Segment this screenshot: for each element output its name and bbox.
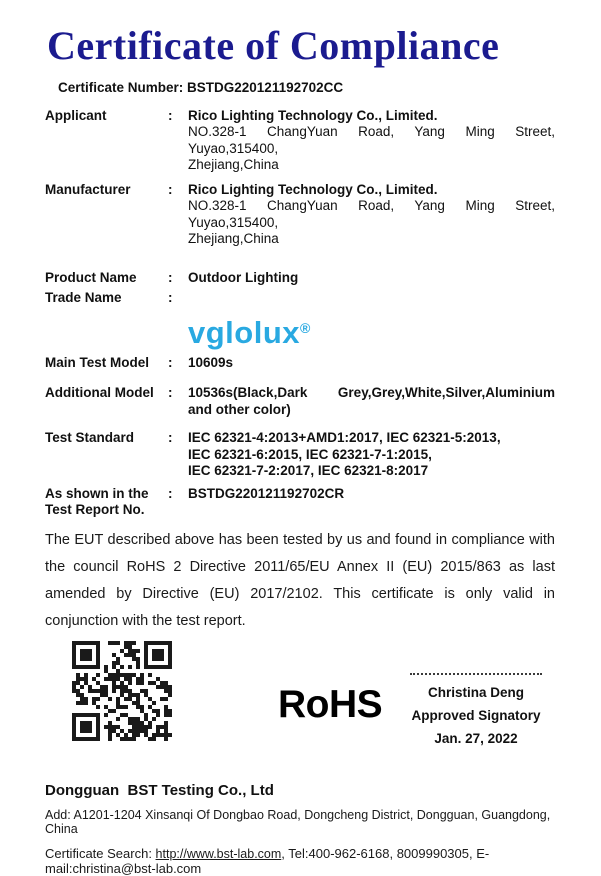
additional-model-line2: and other color) xyxy=(188,401,291,417)
field-row-product-name xyxy=(45,270,555,287)
main-test-model-label: Main Test Model xyxy=(45,354,150,370)
colon-separator: : xyxy=(168,485,173,501)
additional-model-line1: 10536s(Black,Dark Grey,Grey,White,Silver,Aluminium xyxy=(188,385,555,401)
field-row-test-report xyxy=(45,486,555,519)
product-name-value: Outdoor Lighting xyxy=(188,269,299,285)
vglolux-logo-text: vglolux xyxy=(188,314,301,350)
test-standard-line2: IEC 62321-6:2015, IEC 62321-7-1:2015, xyxy=(188,446,432,462)
manufacturer-value xyxy=(188,182,555,248)
manufacturer-address-line1: NO.328-1 ChangYuan Road, Yang Ming Street, Yuyao,315400, xyxy=(188,198,555,230)
field-row-manufacturer xyxy=(45,182,555,248)
field-row-applicant xyxy=(45,108,555,174)
field-row-test-standard xyxy=(45,430,555,480)
test-standard-value xyxy=(188,430,555,480)
certificate-search-line xyxy=(45,846,555,876)
colon-separator: : xyxy=(168,269,173,285)
product-name-label: Product Name xyxy=(45,269,137,285)
footer xyxy=(45,782,555,876)
additional-model-label: Additional Model xyxy=(45,385,154,401)
field-row-trade-name xyxy=(45,290,555,307)
additional-model-value xyxy=(188,385,555,418)
signature-block xyxy=(397,641,555,750)
certificate-search-link[interactable]: http://www.bst-lab.com xyxy=(155,846,282,861)
registered-trademark-icon: ® xyxy=(300,319,311,336)
applicant-address-line1: NO.328-1 ChangYuan Road, Yang Ming Street, Yuyao,315400, xyxy=(188,124,555,156)
trade-name-value xyxy=(188,290,555,307)
test-standard-line3: IEC 62321-7-2:2017, IEC 62321-8:2017 xyxy=(188,463,429,479)
colon-separator: : xyxy=(168,385,173,401)
rohs-mark: RoHS xyxy=(278,682,383,726)
lab-company-name: Dongguan BST Testing Co., Ltd xyxy=(45,781,274,799)
qr-code-image xyxy=(72,641,172,741)
signatory-name: Christina Deng xyxy=(427,684,524,700)
field-row-additional-model xyxy=(45,385,555,418)
test-standard-line1: IEC 62321-4:2013+AMD1:2017, IEC 62321-5:2013, xyxy=(188,430,501,446)
colon-separator: : xyxy=(168,290,173,306)
colon-separator: : xyxy=(168,107,173,123)
main-test-model-value: 10609s xyxy=(188,354,234,370)
compliance-statement: The EUT described above has been tested by us and found in compliance with the council RoHS 2 Directive 2011/65/EU Annex II (EU) 2015/863 as last amended by Directive (EU) 2017/2102. This certificate is only valid in conjunction with the test report. xyxy=(45,531,555,629)
signatory-title: Approved Signatory xyxy=(411,707,541,723)
applicant-label: Applicant xyxy=(45,107,107,123)
marks-row xyxy=(45,641,555,748)
manufacturer-address-line2: Zhejiang,China xyxy=(188,231,279,247)
applicant-value xyxy=(188,108,555,174)
colon-separator: : xyxy=(168,181,173,197)
colon-separator: : xyxy=(168,354,173,370)
test-report-label: As shown in the Test Report No. xyxy=(45,485,149,518)
applicant-company: Rico Lighting Technology Co., Limited. xyxy=(188,107,438,123)
trade-name-logo-row xyxy=(45,308,555,352)
lab-address: Add: A1201-1204 Xinsanqi Of Dongbao Road, Dongcheng District, Dongguan, Guangdong, China xyxy=(45,807,551,836)
vglolux-logo xyxy=(188,308,555,353)
signature-date: Jan. 27, 2022 xyxy=(434,730,518,746)
certificate-number: Certificate Number: BSTDG220121192702CC xyxy=(58,79,344,95)
page-title: Certificate of Compliance xyxy=(47,23,500,68)
manufacturer-company: Rico Lighting Technology Co., Limited. xyxy=(188,181,438,197)
colon-separator: : xyxy=(168,430,173,446)
applicant-address-line2: Zhejiang,China xyxy=(188,157,279,173)
test-report-value: BSTDG220121192702CR xyxy=(188,485,345,501)
manufacturer-label: Manufacturer xyxy=(45,181,131,197)
field-row-main-test-model xyxy=(45,355,555,372)
test-standard-label: Test Standard xyxy=(45,430,135,446)
signature-dotted-line xyxy=(410,673,542,675)
qr-code xyxy=(72,641,172,741)
certificate-search-label: Certificate Search: xyxy=(45,845,156,861)
trade-name-label: Trade Name xyxy=(45,290,122,306)
lab-contact-info: , Tel:400-962-6168, 8009990305, E-mail:christina@bst-lab.com xyxy=(45,845,490,876)
